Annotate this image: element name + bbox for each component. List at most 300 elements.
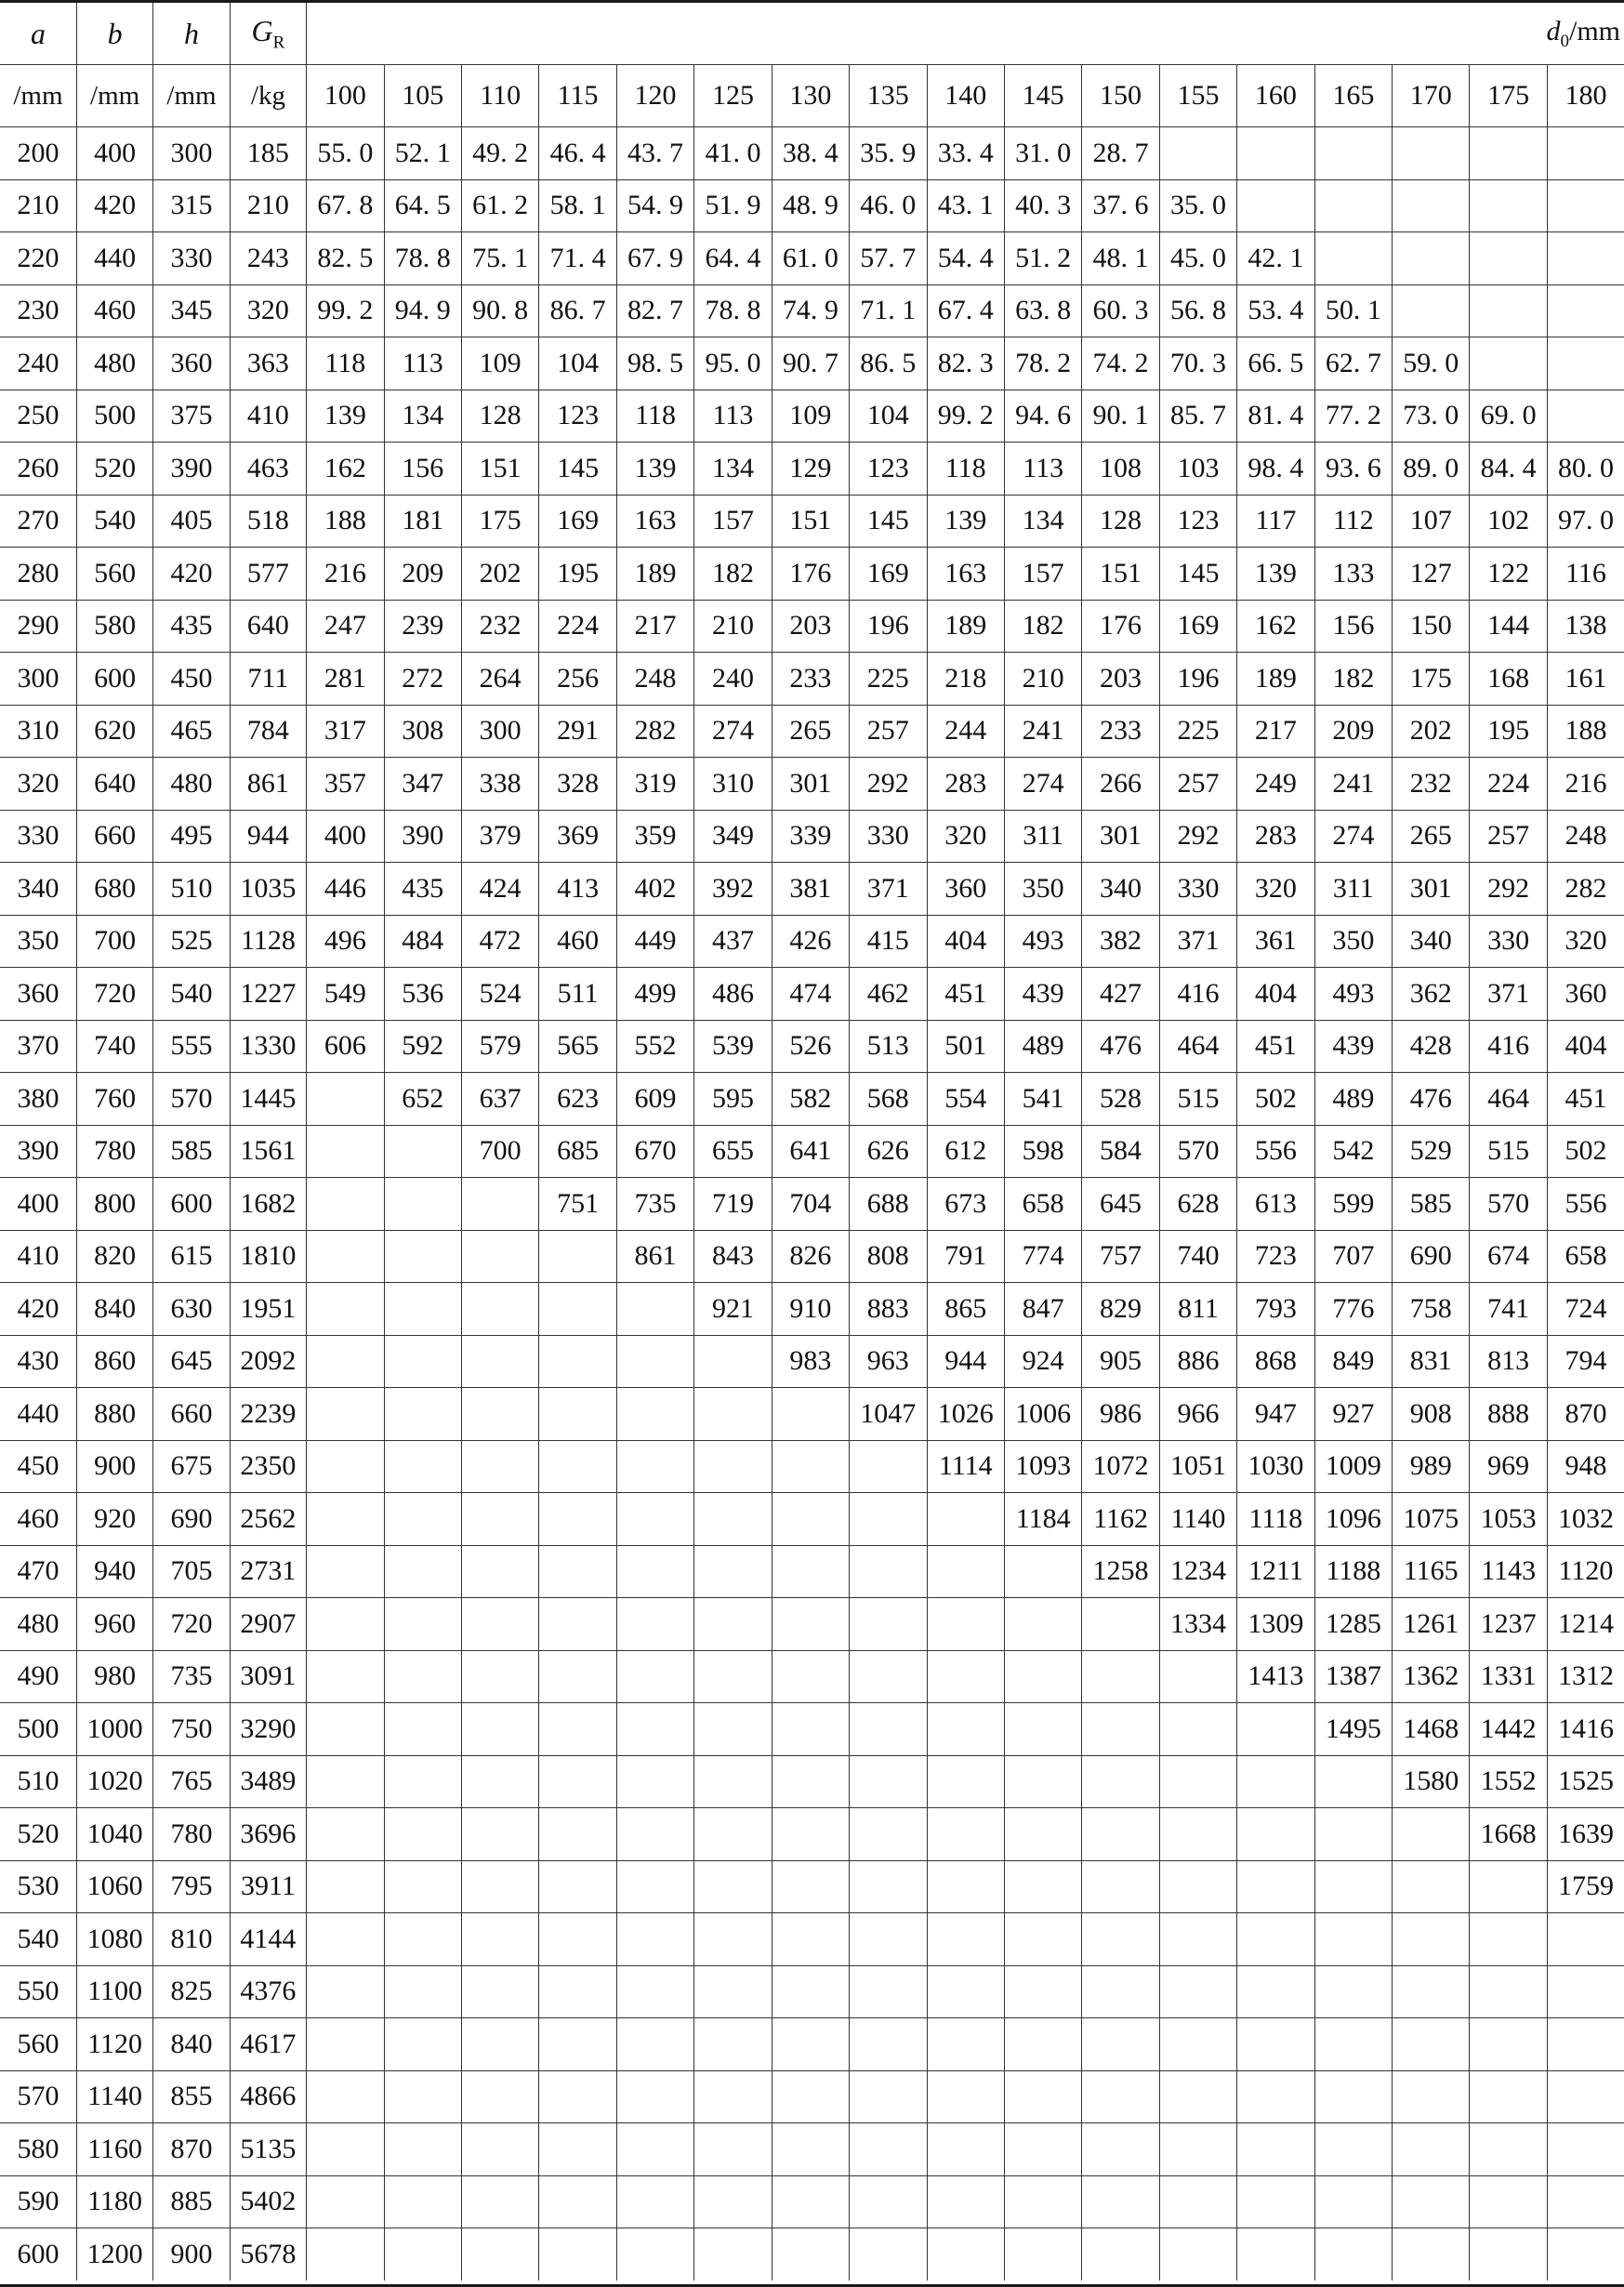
- table-cell: 308: [384, 705, 461, 758]
- table-cell: 520: [76, 443, 152, 496]
- table-cell: 169: [1159, 600, 1236, 653]
- table-cell: 50. 1: [1314, 284, 1392, 337]
- table-cell: 189: [1237, 653, 1314, 706]
- table-cell: [927, 2070, 1004, 2123]
- table-cell: 163: [616, 495, 693, 548]
- table-cell: [1159, 2123, 1236, 2176]
- table-cell: 580: [0, 2123, 76, 2176]
- table-cell: 707: [1314, 1230, 1392, 1283]
- table-cell: 405: [153, 495, 230, 548]
- table-cell: 520: [0, 1808, 76, 1861]
- table-cell: 129: [772, 443, 849, 496]
- table-cell: 4376: [230, 1965, 306, 2018]
- table-cell: [1004, 2070, 1081, 2123]
- table-cell: 380: [0, 1073, 76, 1126]
- table-cell: [850, 1545, 927, 1598]
- table-cell: 168: [1470, 653, 1547, 706]
- table-cell: [384, 1545, 461, 1598]
- table-row: [0, 1230, 1624, 1283]
- table-cell: 888: [1470, 1388, 1547, 1441]
- table-cell: 139: [1237, 548, 1314, 601]
- table-cell: 145: [1159, 548, 1236, 601]
- table-cell: 539: [694, 1020, 772, 1073]
- table-cell: 58. 1: [539, 179, 616, 232]
- table-cell: [539, 1388, 616, 1441]
- table-cell: 330: [153, 232, 230, 285]
- table-cell: 860: [76, 1335, 152, 1388]
- table-cell: [927, 1650, 1004, 1703]
- table-cell: [694, 1493, 772, 1546]
- table-row: [0, 2228, 1624, 2280]
- header-d0-symbol: d: [1546, 15, 1561, 46]
- table-cell: 440: [76, 232, 152, 285]
- table-cell: 1047: [850, 1388, 927, 1441]
- table-cell: [616, 1755, 693, 1808]
- table-cell: 940: [76, 1545, 152, 1598]
- table-cell: 1093: [1004, 1440, 1081, 1493]
- table-cell: 580: [76, 600, 152, 653]
- table-cell: 813: [1470, 1335, 1547, 1388]
- table-cell: [1470, 127, 1547, 180]
- table-cell: [1314, 179, 1392, 232]
- table-cell: 592: [384, 1020, 461, 1073]
- table-cell: [1004, 1755, 1081, 1808]
- table-cell: [384, 1125, 461, 1178]
- table-cell: 528: [1082, 1073, 1159, 1126]
- table-cell: 451: [1547, 1073, 1624, 1126]
- table-cell: 218: [927, 653, 1004, 706]
- table-cell: [1470, 179, 1547, 232]
- table-cell: [850, 2228, 927, 2280]
- table-cell: 1072: [1082, 1440, 1159, 1493]
- table-cell: [850, 1965, 927, 2018]
- table-cell: 109: [461, 337, 538, 390]
- table-cell: 510: [153, 863, 230, 916]
- table-cell: 257: [850, 705, 927, 758]
- table-cell: 257: [1470, 810, 1547, 863]
- table-cell: 502: [1237, 1073, 1314, 1126]
- table-row: [0, 1388, 1624, 1441]
- table-cell: 784: [230, 705, 306, 758]
- table-cell: 560: [0, 2018, 76, 2071]
- table-row: [0, 1178, 1624, 1231]
- table-cell: 1184: [1004, 1493, 1081, 1546]
- table-cell: 202: [1393, 705, 1470, 758]
- table-cell: 108: [1082, 443, 1159, 496]
- table-cell: 2907: [230, 1598, 306, 1651]
- table-cell: 94. 6: [1004, 390, 1081, 443]
- table-cell: 690: [153, 1493, 230, 1546]
- table-cell: 480: [76, 337, 152, 390]
- table-cell: [307, 1335, 384, 1388]
- table-cell: 404: [1237, 968, 1314, 1021]
- table-cell: 176: [1082, 600, 1159, 653]
- table-cell: [850, 1598, 927, 1651]
- table-cell: [1159, 2175, 1236, 2228]
- table-cell: 371: [1159, 915, 1236, 968]
- table-cell: 78. 8: [694, 284, 772, 337]
- table-cell: 1118: [1237, 1493, 1314, 1546]
- table-cell: 685: [539, 1125, 616, 1178]
- table-row: [0, 127, 1624, 180]
- table-cell: 840: [153, 2018, 230, 2071]
- table-cell: 540: [153, 968, 230, 1021]
- table-cell: 248: [1547, 810, 1624, 863]
- table-cell: [384, 1493, 461, 1546]
- table-row: [0, 1650, 1624, 1703]
- table-cell: [1082, 1808, 1159, 1861]
- table-cell: [539, 1650, 616, 1703]
- table-cell: 612: [927, 1125, 1004, 1178]
- table-cell: 645: [153, 1335, 230, 1388]
- table-cell: 1143: [1470, 1545, 1547, 1598]
- table-cell: [1159, 1755, 1236, 1808]
- table-cell: 595: [694, 1073, 772, 1126]
- table-cell: 437: [694, 915, 772, 968]
- table-cell: 291: [539, 705, 616, 758]
- table-cell: 241: [1004, 705, 1081, 758]
- table-cell: [694, 1650, 772, 1703]
- table-cell: 1237: [1470, 1598, 1547, 1651]
- table-row: [0, 705, 1624, 758]
- table-row: [0, 337, 1624, 390]
- table-cell: 330: [1159, 863, 1236, 916]
- table-cell: [307, 1125, 384, 1178]
- table-cell: 705: [153, 1545, 230, 1598]
- table-cell: 800: [76, 1178, 152, 1231]
- table-row: [0, 548, 1624, 601]
- table-cell: [1237, 2070, 1314, 2123]
- table-row: [0, 2070, 1624, 2123]
- table-cell: [1237, 1860, 1314, 1913]
- table-cell: 541: [1004, 1073, 1081, 1126]
- table-cell: [461, 2228, 538, 2280]
- table-cell: 71. 4: [539, 232, 616, 285]
- table-cell: [1470, 232, 1547, 285]
- table-cell: 1162: [1082, 1493, 1159, 1546]
- table-cell: [461, 1913, 538, 1966]
- table-cell: 55. 0: [307, 127, 384, 180]
- table-cell: [850, 1650, 927, 1703]
- table-cell: 1128: [230, 915, 306, 968]
- table-cell: 338: [461, 758, 538, 811]
- table-cell: 794: [1547, 1335, 1624, 1388]
- table-cell: 382: [1082, 915, 1159, 968]
- header-b-unit: /mm: [76, 65, 152, 127]
- table-cell: 584: [1082, 1125, 1159, 1178]
- table-cell: 673: [927, 1178, 1004, 1231]
- table-cell: [307, 1388, 384, 1441]
- table-cell: 868: [1237, 1335, 1314, 1388]
- table-cell: [539, 1860, 616, 1913]
- table-cell: [307, 2175, 384, 2228]
- table-cell: [616, 1493, 693, 1546]
- table-cell: 274: [694, 705, 772, 758]
- table-cell: 33. 4: [927, 127, 1004, 180]
- table-cell: 134: [1004, 495, 1081, 548]
- table-cell: 264: [461, 653, 538, 706]
- table-cell: 328: [539, 758, 616, 811]
- table-cell: 77. 2: [1314, 390, 1392, 443]
- table-row: [0, 1965, 1624, 2018]
- table-cell: 791: [927, 1230, 1004, 1283]
- table-cell: 265: [1393, 810, 1470, 863]
- table-cell: 290: [0, 600, 76, 653]
- table-cell: 157: [1004, 548, 1081, 601]
- table-cell: 128: [1082, 495, 1159, 548]
- table-cell: 84. 4: [1470, 443, 1547, 496]
- table-cell: 476: [1082, 1020, 1159, 1073]
- table-cell: 1180: [76, 2175, 152, 2228]
- header-d0: [307, 3, 1624, 65]
- table-cell: 820: [76, 1230, 152, 1283]
- table-cell: 94. 9: [384, 284, 461, 337]
- table-cell: [461, 1703, 538, 1756]
- table-cell: 63. 8: [1004, 284, 1081, 337]
- table-cell: 735: [616, 1178, 693, 1231]
- table-cell: 1009: [1314, 1440, 1392, 1493]
- table-cell: 274: [1004, 758, 1081, 811]
- table-cell: 719: [694, 1178, 772, 1231]
- table-row: [0, 1020, 1624, 1073]
- table-cell: 493: [1004, 915, 1081, 968]
- table-row: [0, 495, 1624, 548]
- table-cell: [1082, 2175, 1159, 2228]
- table-cell: 274: [1314, 810, 1392, 863]
- header-d0-value: 175: [1470, 65, 1547, 127]
- table-cell: 1188: [1314, 1545, 1392, 1598]
- table-cell: 320: [927, 810, 1004, 863]
- table-cell: 460: [539, 915, 616, 968]
- table-cell: 613: [1237, 1178, 1314, 1231]
- table-cell: [1082, 1913, 1159, 1966]
- table-cell: 117: [1237, 495, 1314, 548]
- table-cell: 340: [0, 863, 76, 916]
- table-cell: 82. 3: [927, 337, 1004, 390]
- table-cell: [461, 1545, 538, 1598]
- table-cell: 536: [384, 968, 461, 1021]
- table-cell: 751: [539, 1178, 616, 1231]
- table-cell: 600: [0, 2228, 76, 2280]
- table-row: [0, 1808, 1624, 1861]
- table-cell: 416: [1470, 1020, 1547, 1073]
- table-cell: [927, 1493, 1004, 1546]
- table-cell: 620: [76, 705, 152, 758]
- table-cell: 330: [850, 810, 927, 863]
- table-cell: 1035: [230, 863, 306, 916]
- table-cell: 1331: [1470, 1650, 1547, 1703]
- table-cell: 1468: [1393, 1703, 1470, 1756]
- table-cell: 102: [1470, 495, 1547, 548]
- table-cell: [1082, 1703, 1159, 1756]
- table-cell: 568: [850, 1073, 927, 1126]
- table-cell: 776: [1314, 1283, 1392, 1336]
- table-cell: [1393, 1965, 1470, 2018]
- table-cell: 202: [461, 548, 538, 601]
- table-row: [0, 2018, 1624, 2071]
- table-cell: 630: [153, 1283, 230, 1336]
- table-cell: 446: [307, 863, 384, 916]
- table-cell: [384, 1913, 461, 1966]
- table-cell: 5402: [230, 2175, 306, 2228]
- table-cell: 480: [0, 1598, 76, 1651]
- table-cell: 870: [153, 2123, 230, 2176]
- table-cell: 1495: [1314, 1703, 1392, 1756]
- table-cell: [1547, 1965, 1624, 2018]
- table-cell: [1237, 179, 1314, 232]
- table-cell: [1393, 1860, 1470, 1913]
- table-cell: 189: [616, 548, 693, 601]
- table-cell: [1004, 2175, 1081, 2228]
- table-cell: 46. 4: [539, 127, 616, 180]
- table-cell: [461, 1860, 538, 1913]
- table-cell: 247: [307, 600, 384, 653]
- table-cell: 209: [1314, 705, 1392, 758]
- table-cell: [850, 1860, 927, 1913]
- table-cell: [1082, 1965, 1159, 2018]
- table-cell: 986: [1082, 1388, 1159, 1441]
- table-cell: 989: [1393, 1440, 1470, 1493]
- table-cell: 420: [76, 179, 152, 232]
- table-cell: 1140: [1159, 1493, 1236, 1546]
- table-cell: 300: [461, 705, 538, 758]
- table-cell: 2092: [230, 1335, 306, 1388]
- table-cell: 464: [1159, 1020, 1236, 1073]
- table-cell: 340: [1393, 915, 1470, 968]
- table-cell: 870: [1547, 1388, 1624, 1441]
- table-cell: 203: [1082, 653, 1159, 706]
- table-cell: [1314, 2228, 1392, 2280]
- table-cell: 78. 2: [1004, 337, 1081, 390]
- table-cell: [384, 2018, 461, 2071]
- table-cell: 1160: [76, 2123, 152, 2176]
- table-cell: 60. 3: [1082, 284, 1159, 337]
- table-cell: 1100: [76, 1965, 152, 2018]
- table-cell: 513: [850, 1020, 927, 1073]
- table-cell: 1682: [230, 1178, 306, 1231]
- table-row: [0, 653, 1624, 706]
- table-cell: 849: [1314, 1335, 1392, 1388]
- table-cell: 910: [772, 1283, 849, 1336]
- table-cell: [1547, 2175, 1624, 2228]
- table-cell: [384, 1283, 461, 1336]
- table-cell: [1470, 284, 1547, 337]
- table-cell: 282: [1547, 863, 1624, 916]
- table-cell: [616, 1965, 693, 2018]
- table-cell: [772, 2228, 849, 2280]
- table-cell: [307, 1073, 384, 1126]
- table-cell: [1314, 1755, 1392, 1808]
- table-cell: [384, 1335, 461, 1388]
- table-cell: [1082, 1860, 1159, 1913]
- table-cell: [1547, 390, 1624, 443]
- table-cell: 660: [153, 1388, 230, 1441]
- table-cell: 1330: [230, 1020, 306, 1073]
- header-d0-value: 165: [1314, 65, 1392, 127]
- table-cell: 360: [1547, 968, 1624, 1021]
- table-cell: 415: [850, 915, 927, 968]
- table-cell: 908: [1393, 1388, 1470, 1441]
- table-cell: 292: [1470, 863, 1547, 916]
- table-cell: [772, 1913, 849, 1966]
- table-cell: 169: [850, 548, 927, 601]
- table-cell: 210: [0, 179, 76, 232]
- table-cell: 74. 2: [1082, 337, 1159, 390]
- table-cell: [616, 1913, 693, 1966]
- table-cell: [772, 1860, 849, 1913]
- table-cell: 392: [694, 863, 772, 916]
- table-cell: [616, 1388, 693, 1441]
- table-cell: 56. 8: [1159, 284, 1236, 337]
- table-cell: 281: [307, 653, 384, 706]
- table-row: [0, 758, 1624, 811]
- table-cell: [307, 2018, 384, 2071]
- table-cell: 637: [461, 1073, 538, 1126]
- table-cell: [616, 2228, 693, 2280]
- table-cell: [772, 1703, 849, 1756]
- table-cell: [850, 1808, 927, 1861]
- table-cell: 565: [539, 1020, 616, 1073]
- table-cell: [1159, 1650, 1236, 1703]
- table-cell: [1547, 232, 1624, 285]
- table-cell: 182: [1314, 653, 1392, 706]
- table-cell: [1159, 2228, 1236, 2280]
- table-cell: 1759: [1547, 1860, 1624, 1913]
- table-cell: [1547, 127, 1624, 180]
- table-cell: 840: [76, 1283, 152, 1336]
- table-cell: 740: [76, 1020, 152, 1073]
- table-row: [0, 179, 1624, 232]
- table-cell: 133: [1314, 548, 1392, 601]
- table-cell: [307, 1493, 384, 1546]
- table-cell: 2562: [230, 1493, 306, 1546]
- table-cell: 496: [307, 915, 384, 968]
- table-cell: [850, 1703, 927, 1756]
- table-cell: 61. 0: [772, 232, 849, 285]
- table-cell: 426: [772, 915, 849, 968]
- table-cell: [772, 1388, 849, 1441]
- table-cell: 1165: [1393, 1545, 1470, 1598]
- table-cell: 1312: [1547, 1650, 1624, 1703]
- table-cell: [461, 1808, 538, 1861]
- table-cell: 1580: [1393, 1755, 1470, 1808]
- table-cell: 465: [153, 705, 230, 758]
- table-cell: [1547, 2070, 1624, 2123]
- table-row: [0, 600, 1624, 653]
- table-cell: 3091: [230, 1650, 306, 1703]
- header-d0-value: 110: [461, 65, 538, 127]
- table-cell: 460: [76, 284, 152, 337]
- table-cell: 1227: [230, 968, 306, 1021]
- table-cell: [927, 1545, 1004, 1598]
- table-cell: 1032: [1547, 1493, 1624, 1546]
- table-cell: 330: [0, 810, 76, 863]
- table-row: [0, 2175, 1624, 2228]
- table-cell: 64. 5: [384, 179, 461, 232]
- table-cell: 900: [153, 2228, 230, 2280]
- table-cell: [1004, 1965, 1081, 2018]
- table-cell: [384, 1755, 461, 1808]
- table-cell: 112: [1314, 495, 1392, 548]
- table-cell: 570: [1470, 1178, 1547, 1231]
- table-cell: 490: [0, 1650, 76, 1703]
- table-cell: [772, 1650, 849, 1703]
- table-cell: [307, 1913, 384, 1966]
- table-cell: 472: [461, 915, 538, 968]
- table-cell: 70. 3: [1159, 337, 1236, 390]
- table-cell: 449: [616, 915, 693, 968]
- table-cell: 1026: [927, 1388, 1004, 1441]
